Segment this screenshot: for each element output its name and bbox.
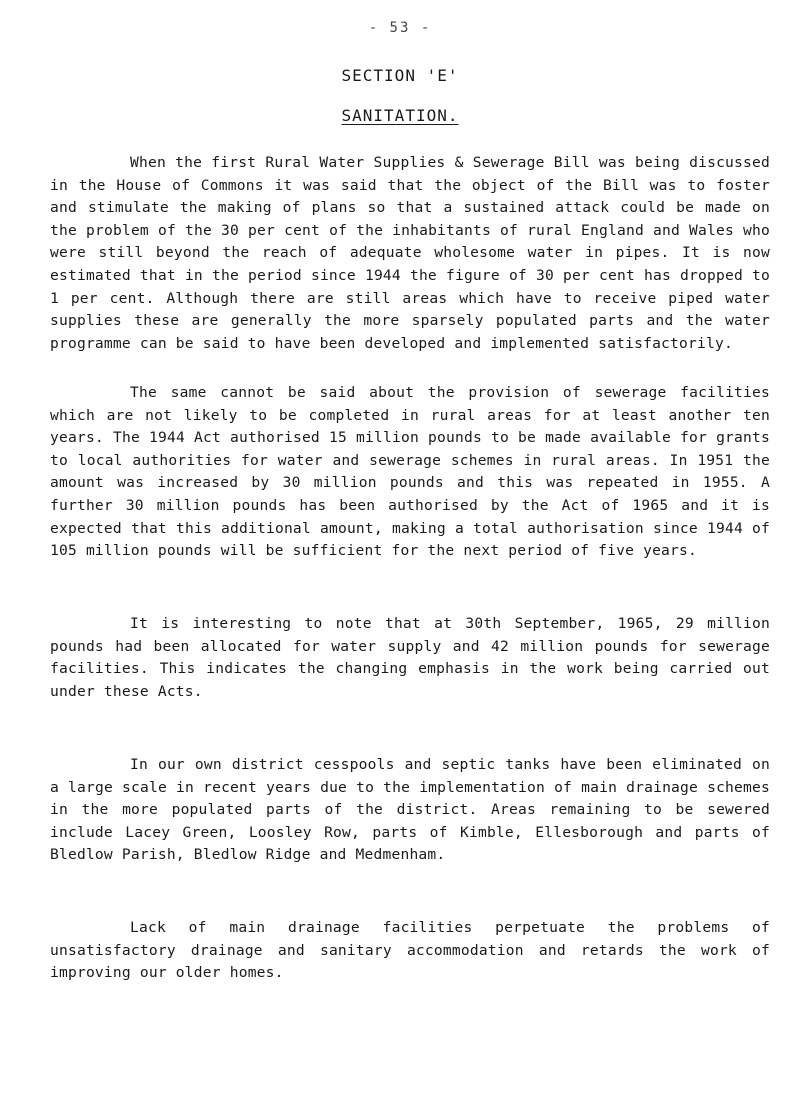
paragraph-text: In our own district cesspools and septic tanks have been eliminated on a large scale in recent years due to the implementation of main drainage schemes in the more populated parts of the district. Areas remaining to be sewered include Lacey Green, Loosley Row, parts of Kimble, Ellesborough and parts of Bledlow Parish, Bledlow Ridge and Medmenham. — [50, 756, 770, 864]
paragraph-own-district — [50, 754, 770, 867]
paragraph-text: It is interesting to note that at 30th September, 1965, 29 million pounds had been allocated for water supply and 42 million pounds for sewerage facilities. This indicates the changing emphasis in the work being carried out under these Acts. — [50, 615, 770, 700]
paragraph-text: Lack of main drainage facilities perpetuate the problems of unsatisfactory drainage and sanitary accommodation and retards the work of improving our older homes. — [50, 919, 770, 982]
paragraph-sewerage-facilities — [50, 382, 770, 563]
paragraph-text: The same cannot be said about the provision of sewerage facilities which are not likely to be completed in rural areas for at least another ten years. The 1944 Act authorised 15 million pounds to be made available for grants to local authorities for water and sewerage schemes in rural areas. In 1951 the amount was increased by 30 million pounds and this was repeated in 1955. A further 30 million pounds has been authorised by the Act of 1965 and it is expected that this additional amount, making a total authorisation since 1944 of 105 million pounds will be sufficient for the next period of five years. — [50, 384, 770, 560]
paragraph-allocation — [50, 613, 770, 703]
paragraph-main-drainage — [50, 917, 770, 985]
paragraph-water-supplies — [50, 152, 770, 355]
section-heading: SECTION 'E' — [341, 66, 459, 85]
paragraph-text: When the first Rural Water Supplies & Sewerage Bill was being discussed in the House of Commons it was said that the object of the Bill was to foster and stimulate the making of plans so that a sustained attack could be made on the problem of the 30 per cent of the inhabitants of rural England and Wales who were still beyond the reach of adequate wholesome water in pipes. It is now estimated that in the period since 1944 the figure of 30 per cent has dropped to 1 per cent. Although there are still areas which have to receive piped water supplies these are generally the more sparsely populated parts and the water programme can be said to have been developed and implemented satisfactorily. — [50, 154, 770, 352]
page-number: - 53 - — [368, 20, 432, 36]
section-title: SANITATION. — [341, 106, 459, 125]
